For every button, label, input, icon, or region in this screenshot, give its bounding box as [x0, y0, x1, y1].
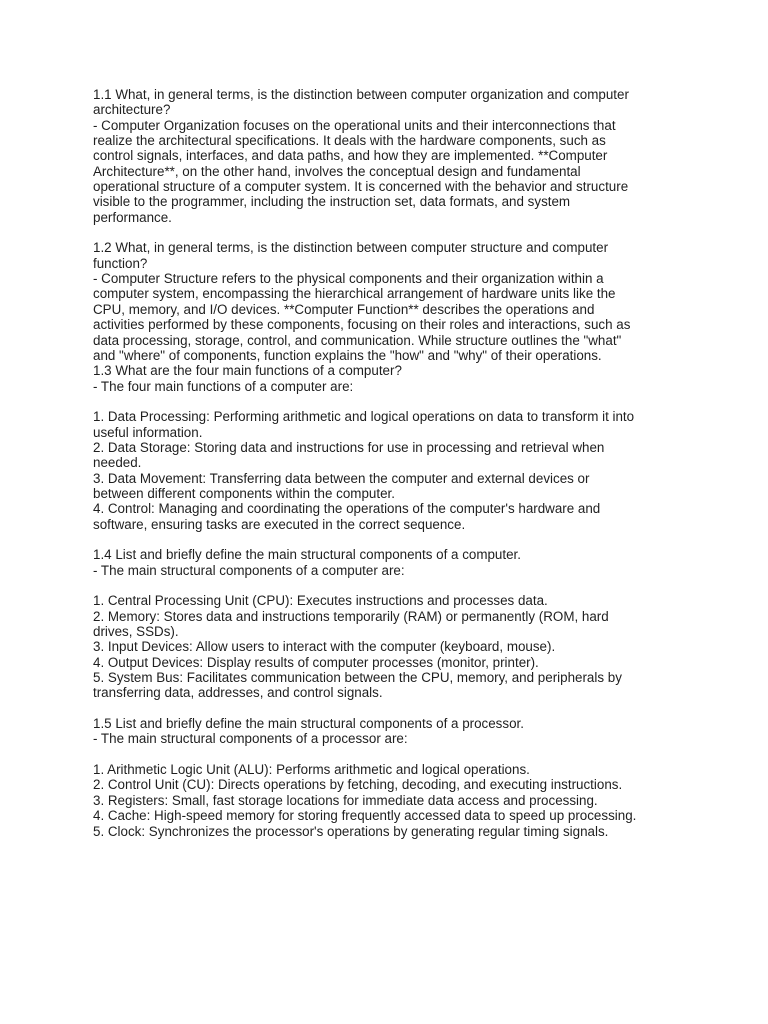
answer-intro: - The main structural components of a processor are: — [93, 731, 408, 747]
paragraph-gap — [93, 532, 693, 547]
list-item-line: drives, SSDs). — [93, 624, 179, 640]
answer-intro: - The main structural components of a computer are: — [93, 562, 405, 578]
answer-line: Architecture**, on the other hand, involves the conceptual design and fundamental — [93, 163, 581, 179]
document-page — [93, 87, 693, 839]
section-1-3 — [93, 363, 693, 532]
list-item-line: 4. Cache: High-speed memory for storing frequently accessed data to speed up processing. — [93, 808, 637, 824]
section-1-1 — [93, 87, 693, 225]
paragraph-gap — [93, 701, 693, 716]
list-item-line: transferring data, addresses, and control signals. — [93, 685, 383, 701]
question-line: 1.2 What, in general terms, is the distinction between computer structure and computer — [93, 240, 609, 256]
answer-line: performance. — [93, 209, 172, 225]
question-line: function? — [93, 255, 148, 271]
paragraph-gap — [93, 394, 693, 409]
list-item-line: 1. Central Processing Unit (CPU): Executes instructions and processes data. — [93, 593, 548, 609]
list-item-line: 2. Data Storage: Storing data and instructions for use in processing and retrieval when — [93, 439, 605, 455]
list-item-line: between different components within the computer. — [93, 485, 395, 501]
list-item-line: 2. Memory: Stores data and instructions temporarily (RAM) or permanently (ROM, hard — [93, 608, 609, 624]
list-item-line: 3. Input Devices: Allow users to interact with the computer (keyboard, mouse). — [93, 639, 556, 655]
section-1-5 — [93, 716, 693, 839]
list-item-line: software, ensuring tasks are executed in the correct sequence. — [93, 516, 466, 532]
answer-intro: - The four main functions of a computer are: — [93, 378, 354, 394]
list-item-line: 3. Data Movement: Transferring data between the computer and external devices or — [93, 470, 590, 486]
answer-line: data processing, storage, control, and communication. While structure outlines the "what" — [93, 332, 622, 348]
paragraph-gap — [93, 578, 693, 593]
paragraph-gap — [93, 225, 693, 240]
question-line: architecture? — [93, 102, 171, 118]
section-1-4 — [93, 547, 693, 700]
paragraph-gap — [93, 747, 693, 762]
list-item-line: 1. Arithmetic Logic Unit (ALU): Performs arithmetic and logical operations. — [93, 762, 530, 778]
answer-line: - Computer Structure refers to the physical components and their organization within a — [93, 271, 604, 287]
list-item-line: 5. Clock: Synchronizes the processor's operations by generating regular timing signals. — [93, 823, 609, 839]
list-item-line: 2. Control Unit (CU): Directs operations by fetching, decoding, and executing instructions. — [93, 777, 623, 793]
answer-line: activities performed by these components, focusing on their roles and interactions, such as — [93, 317, 631, 333]
section-1-2 — [93, 240, 693, 363]
answer-line: control signals, interfaces, and data paths, and how they are implemented. **Computer — [93, 148, 608, 164]
list-item-line: needed. — [93, 455, 142, 471]
list-item-line: useful information. — [93, 424, 203, 440]
question-line: 1.3 What are the four main functions of a computer? — [93, 363, 402, 379]
answer-line: computer system, encompassing the hierarchical arrangement of hardware units like the — [93, 286, 616, 302]
answer-line: realize the architectural specifications. It deals with the hardware components, such as — [93, 133, 606, 149]
answer-line: operational structure of a computer system. It is concerned with the behavior and structure — [93, 179, 629, 195]
question-line: 1.5 List and briefly define the main structural components of a processor. — [93, 716, 524, 732]
list-item-line: 4. Output Devices: Display results of computer processes (monitor, printer). — [93, 654, 539, 670]
question-line: 1.1 What, in general terms, is the distinction between computer organization and computer — [93, 87, 629, 102]
answer-line: - Computer Organization focuses on the operational units and their interconnections that — [93, 117, 616, 133]
list-item-line: 1. Data Processing: Performing arithmetic and logical operations on data to transform it into — [93, 409, 635, 425]
question-line: 1.4 List and briefly define the main structural components of a computer. — [93, 547, 521, 563]
answer-line: and "where" of components, function explains the "how" and "why" of their operations. — [93, 347, 602, 363]
answer-line: visible to the programmer, including the instruction set, data formats, and system — [93, 194, 571, 210]
list-item-line: 4. Control: Managing and coordinating the operations of the computer's hardware and — [93, 501, 601, 517]
answer-line: CPU, memory, and I/O devices. **Computer Function** describes the operations and — [93, 301, 595, 317]
list-item-line: 3. Registers: Small, fast storage locations for immediate data access and processing. — [93, 792, 598, 808]
list-item-line: 5. System Bus: Facilitates communication between the CPU, memory, and peripherals by — [93, 670, 622, 686]
